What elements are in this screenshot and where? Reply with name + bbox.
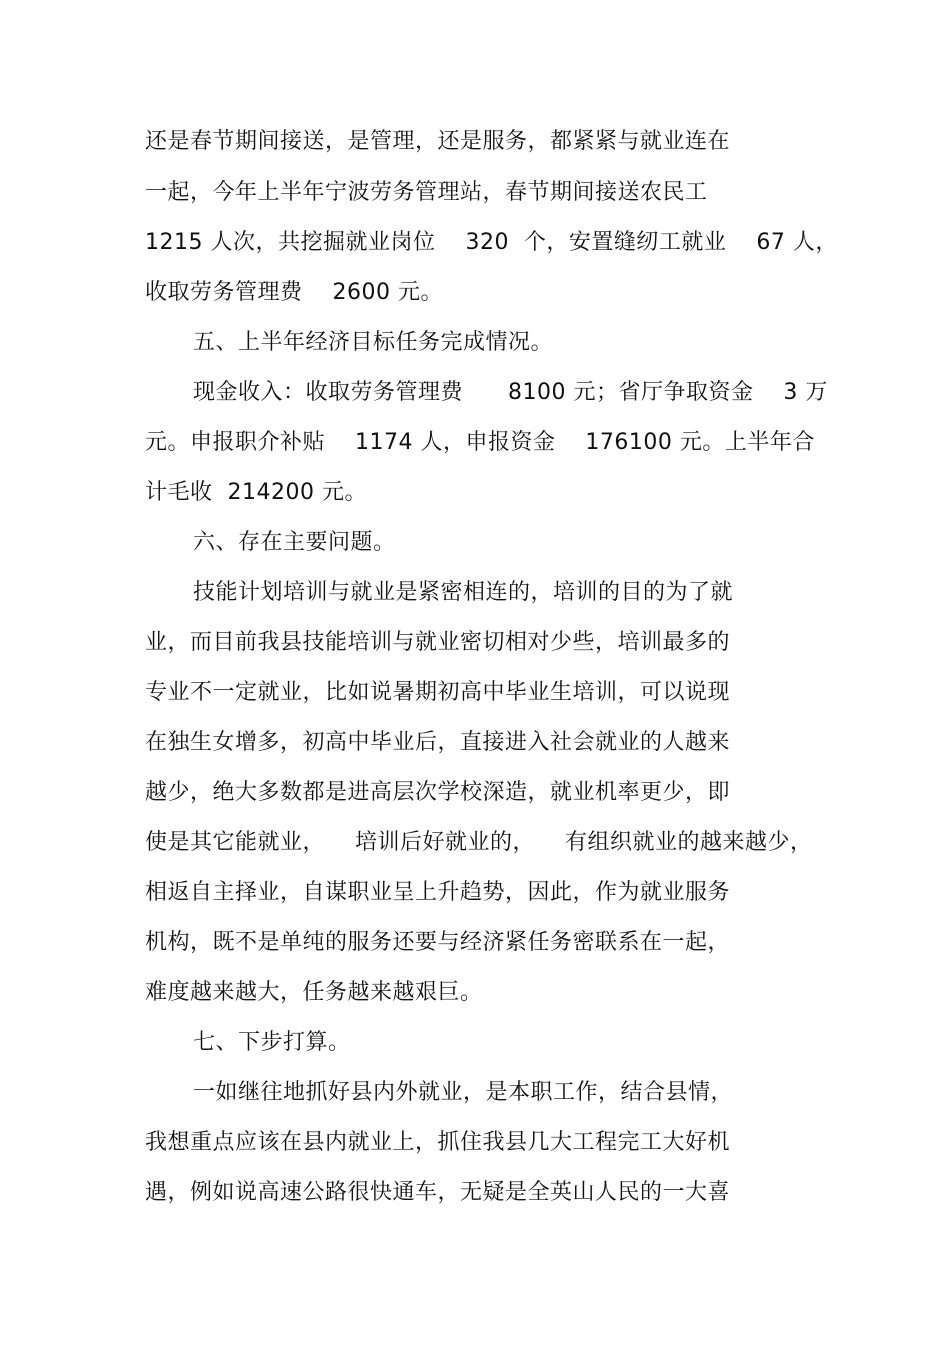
text-line: 现金收入：收取劳务管理费 8100 元；省厅争取资金 3 万 <box>193 380 828 405</box>
text-line: 我想重点应该在县内就业上，抓住我县几大工程完工大好机 <box>145 1130 731 1155</box>
text-line: 收取劳务管理费 2600 元。 <box>145 280 443 305</box>
text-line: 使是其它能就业， 培训后好就业的， 有组织就业的越来越少， <box>145 830 813 855</box>
text-line: 1215 人次，共挖掘就业岗位 320 个，安置缝纫工就业 67 人， <box>145 230 838 255</box>
text-line: 越少，绝大多数都是进高层次学校深造，就业机率更少，即 <box>145 780 731 805</box>
text-line: 相返自主择业，自谋职业呈上升趋势，因此，作为就业服务 <box>145 880 731 905</box>
text-line: 技能计划培训与就业是紧密相连的，培训的目的为了就 <box>193 580 734 605</box>
section-heading: 五、上半年经济目标任务完成情况。 <box>193 330 554 355</box>
text-line: 遇，例如说高速公路很快通车，无疑是全英山人民的一大喜 <box>145 1180 731 1205</box>
text-line: 机构，既不是单纯的服务还要与经济紧任务密联系在一起， <box>145 930 731 955</box>
text-line: 还是春节期间接送，是管理，还是服务，都紧紧与就业连在 <box>145 129 731 154</box>
text-line: 一如继往地抓好县内外就业，是本职工作，结合县情， <box>193 1080 734 1105</box>
text-line: 计毛收 214200 元。 <box>145 480 367 505</box>
text-line: 难度越来越大，任务越来越艰巨。 <box>145 980 483 1005</box>
section-heading: 六、存在主要问题。 <box>193 530 396 555</box>
text-line: 专业不一定就业，比如说暑期初高中毕业生培训，可以说现 <box>145 680 731 705</box>
text-line: 在独生女增多，初高中毕业后，直接进入社会就业的人越来 <box>145 730 731 755</box>
text-line: 业，而目前我县技能培训与就业密切相对少些，培训最多的 <box>145 630 731 655</box>
section-heading: 七、下步打算。 <box>193 1030 351 1055</box>
text-line: 元。申报职介补贴 1174 人，申报资金 176100 元。上半年合 <box>145 430 815 455</box>
text-line: 一起，今年上半年宁波劳务管理站，春节期间接送农民工 <box>145 180 708 205</box>
